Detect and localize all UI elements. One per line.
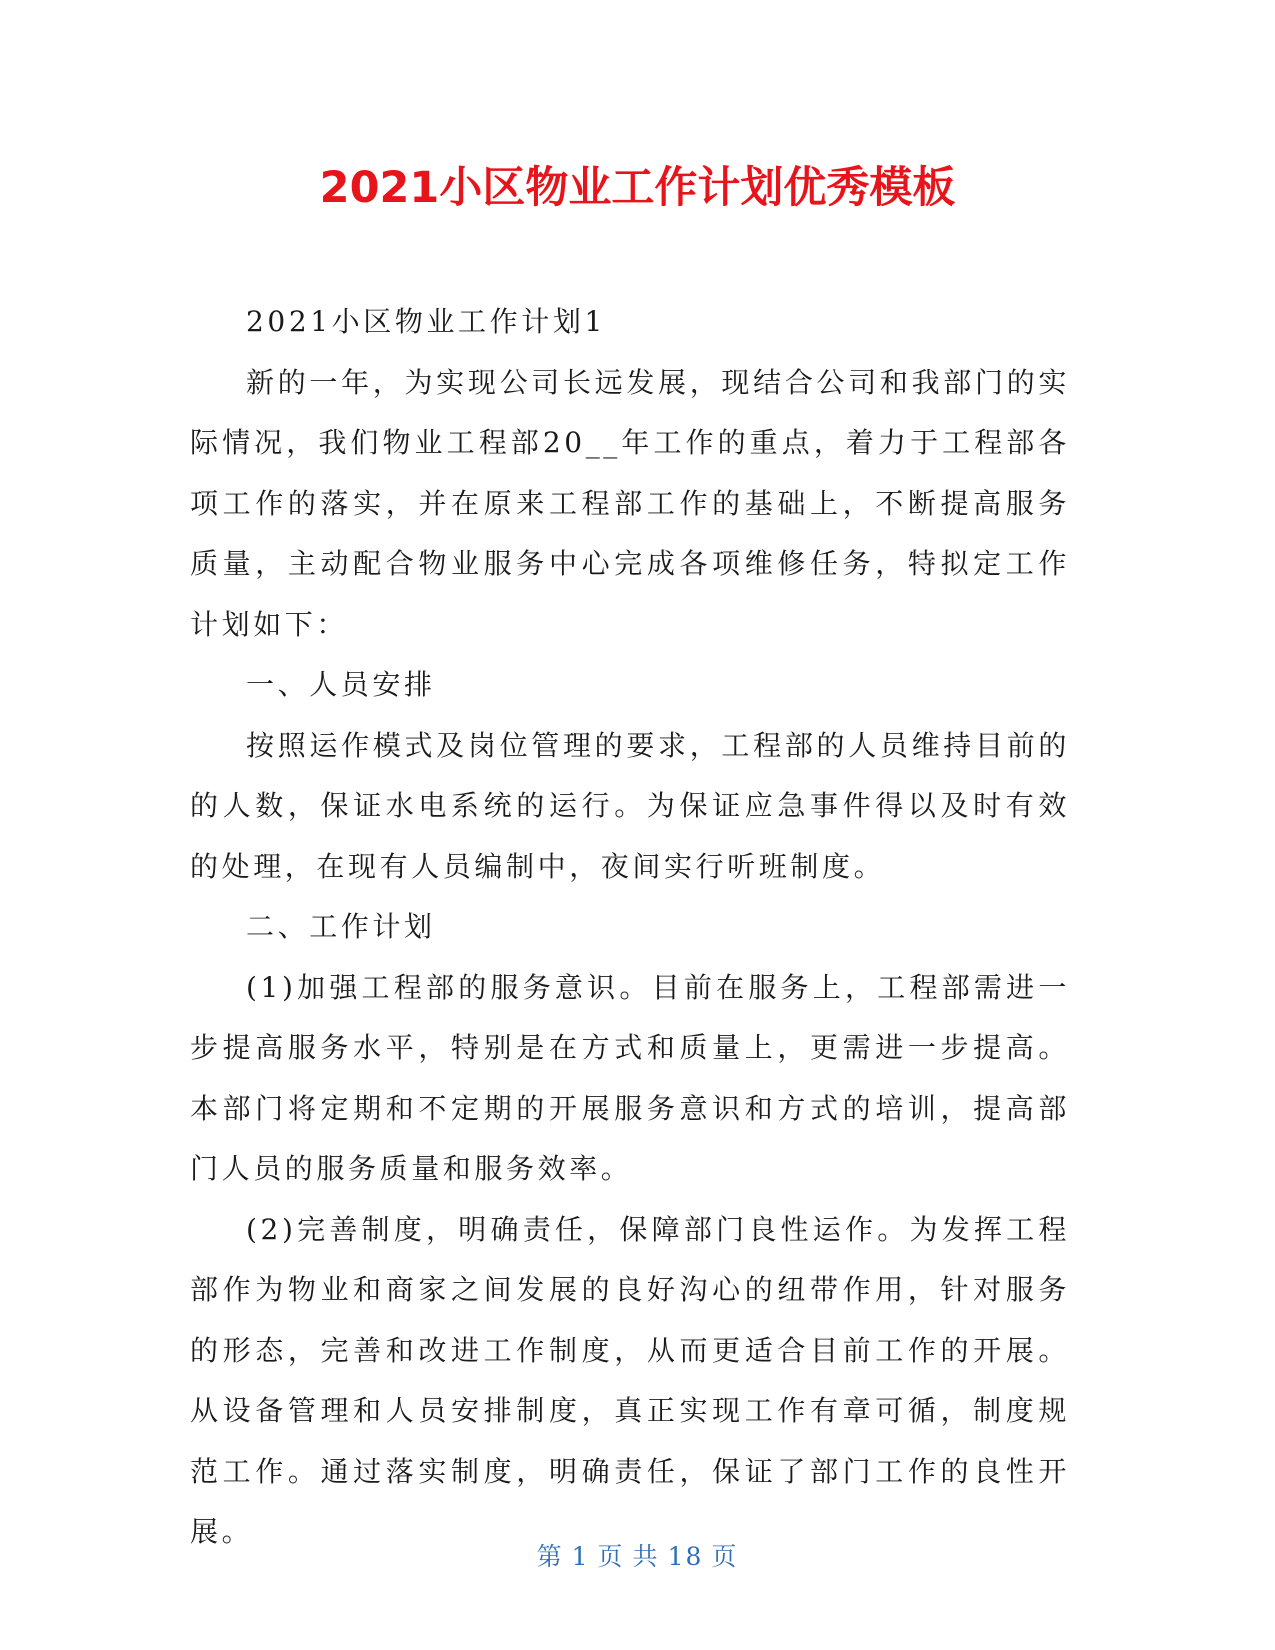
footer-page-unit: 页 — [597, 1542, 625, 1571]
page-footer — [0, 1540, 1275, 1574]
paragraph-plan-item-1: (1)加强工程部的服务意识。目前在服务上，工程部需进一步提高服务水平，特别是在方式和质量上，更需进一步提高。本部门将定期和不定期的开展服务意识和方式的培训，提高部门人员的服务质量和服务效率。 — [190, 970, 1070, 1185]
section-subtitle: 2021小区物业工作计划1 — [246, 305, 606, 338]
footer-total-prefix: 共 — [632, 1542, 660, 1571]
heading-work-plan: 二、工作计划 — [246, 910, 436, 943]
footer-total-pages: 18 — [667, 1542, 704, 1571]
footer-prefix: 第 — [536, 1542, 564, 1571]
footer-current-page: 1 — [571, 1542, 590, 1571]
heading-staffing: 一、人员安排 — [246, 668, 436, 701]
document-body — [190, 292, 1070, 1563]
document-title: 2021小区物业工作计划优秀模板 — [319, 163, 956, 213]
footer-total-unit: 页 — [711, 1542, 739, 1571]
paragraph-staffing: 按照运作模式及岗位管理的要求，工程部的人员维持目前的的人数，保证水电系统的运行。为保证应急事件得以及时有效的处理，在现有人员编制中，夜间实行听班制度。 — [190, 728, 1070, 883]
paragraph-plan-item-2: (2)完善制度，明确责任，保障部门良性运作。为发挥工程部作为物业和商家之间发展的良好沟心的纽带作用，针对服务的形态，完善和改进工作制度，从而更适合目前工作的开展。从设备管理和人员安排制度，真正实现工作有章可循，制度规范工作。通过落实制度，明确责任，保证了部门工作的良性开展。 — [190, 1212, 1070, 1548]
paragraph-intro: 新的一年，为实现公司长远发展，现结合公司和我部门的实际情况，我们物业工程部20__年工作的重点，着力于工程部各项工作的落实，并在原来工程部工作的基础上，不断提高服务质量，主动配合物业服务中心完成各项维修任务，特拟定工作计划如下： — [190, 365, 1070, 641]
